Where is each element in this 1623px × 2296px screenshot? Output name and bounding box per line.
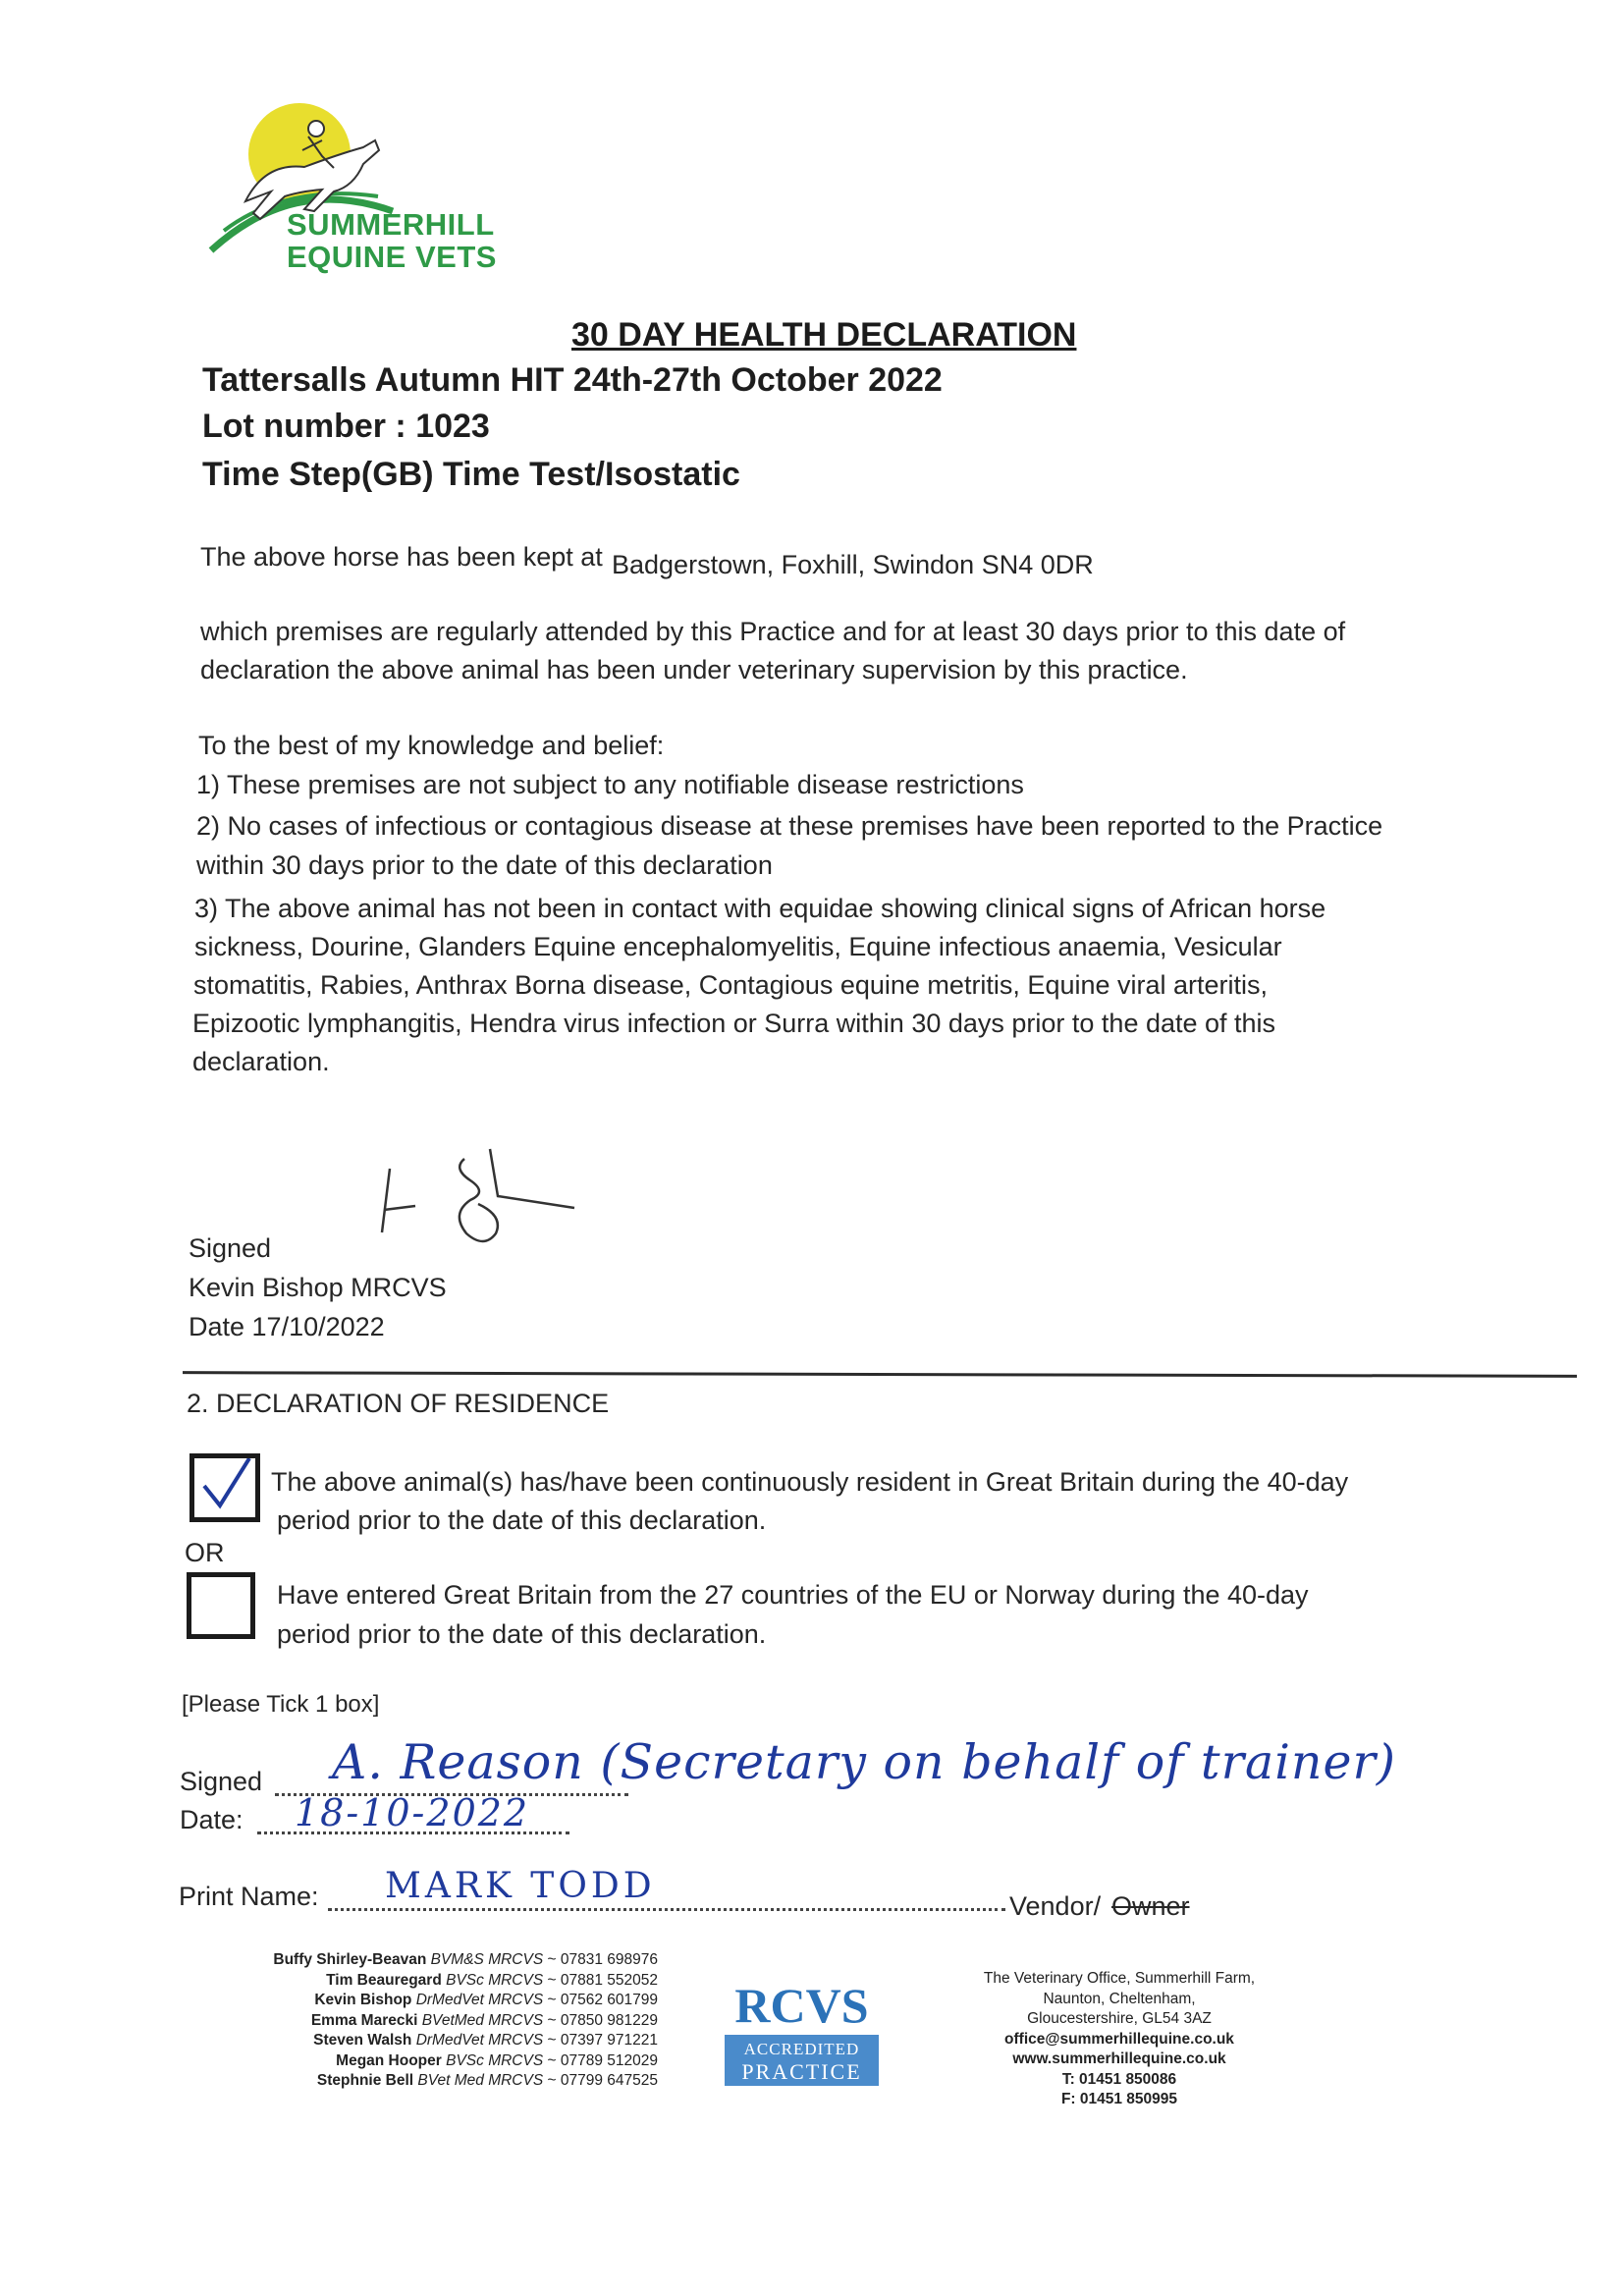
practice-email: office@summerhillequine.co.uk	[1004, 2030, 1234, 2048]
vet-entry: Stephnie Bell BVet Med MRCVS ~ 07799 647525	[316, 2072, 658, 2089]
sale-name: Tattersalls Autumn HIT 24th-27th October 2022	[202, 361, 943, 399]
practice-fax: F: 01451 850995	[1060, 2091, 1178, 2107]
print-name-label: Print Name:	[179, 1882, 319, 1911]
rcvs-accredited-logo	[725, 1978, 879, 2086]
or-label: OR	[185, 1538, 225, 1567]
entered-option-line1: Have entered Great Britain from the 27 countries of the EU or Norway during the 40-day	[277, 1580, 1309, 1610]
declaration-item-3-line1: 3) The above animal has not been in contact with equidae showing clinical signs of African horse	[194, 894, 1326, 923]
kept-at-label: The above horse has been kept at	[200, 542, 603, 572]
declaration-item-3-line4: Epizootic lymphangitis, Hendra virus infection or Surra within 30 days prior to the date of this	[192, 1009, 1276, 1038]
address-line2: Naunton, Cheltenham,	[1043, 1990, 1196, 2007]
practice-name-line1: SUMMERHILL	[287, 207, 495, 242]
vet-signature-date: Date 17/10/2022	[189, 1312, 385, 1341]
rcvs-practice-text: PRACTICE	[741, 2059, 862, 2084]
resident-option-line1: The above animal(s) has/have been continuously resident in Great Britain during the 40-day	[271, 1467, 1349, 1497]
print-name-value: MARK TODD	[385, 1866, 656, 1906]
vet-entry: Megan Hooper BVSc MRCVS ~ 07789 512029	[336, 2051, 658, 2069]
vet-signed-label: Signed	[189, 1233, 272, 1263]
vet-name: Kevin Bishop MRCVS	[189, 1273, 447, 1302]
declaration-item-3-line3: stomatitis, Rabies, Anthrax Borna disease, Contagious equine metritis, Equine viral arteritis,	[193, 970, 1269, 1000]
vet-entry: Steven Walsh DrMedVet MRCVS ~ 07397 971221	[313, 2032, 658, 2049]
vet-entry: Buffy Shirley-Beavan BVM&S MRCVS ~ 07831 698976	[273, 1951, 658, 1968]
residence-heading: 2. DECLARATION OF RESIDENCE	[187, 1389, 610, 1418]
vendor-signature-value: A. Reason (Secretary on behalf of trainer)	[332, 1734, 1397, 1790]
declaration-item-1: 1) These premises are not subject to any notifiable disease restrictions	[196, 770, 1024, 799]
vendor-date-label: Date:	[180, 1805, 243, 1834]
declaration-item-2-line2: within 30 days prior to the date of this declaration	[196, 850, 773, 880]
tick-instruction: [Please Tick 1 box]	[182, 1691, 380, 1718]
resident-option-line2: period prior to the date of this declaration.	[277, 1505, 767, 1535]
declaration-lead: To the best of my knowledge and belief:	[198, 731, 665, 760]
address-line1: The Veterinary Office, Summerhill Farm,	[983, 1970, 1256, 1987]
rcvs-logo-title: RCVS	[734, 1978, 869, 2033]
entered-checkbox[interactable]	[187, 1572, 255, 1639]
practice-name-line2: EQUINE VETS	[287, 240, 497, 274]
supervision-text-line2: declaration the above animal has been under veterinary supervision by this practice.	[200, 655, 1188, 684]
print-name-dotted-line	[328, 1908, 1005, 1911]
vet-entry: Tim Beauregard BVSc MRCVS ~ 07881 552052	[326, 1971, 658, 1989]
practice-website: www.summerhillequine.co.uk	[1012, 2050, 1226, 2067]
horse-name: Time Step(GB) Time Test/Isostatic	[202, 456, 740, 493]
practice-logo	[206, 93, 501, 274]
supervision-text-line1: which premises are regularly attended by this Practice and for at least 30 days prior to this date of	[200, 617, 1346, 646]
vet-entry: Kevin Bishop DrMedVet MRCVS ~ 07562 601799	[314, 1992, 658, 2008]
premises-address: Badgerstown, Foxhill, Swindon SN4 0DR	[612, 550, 1094, 579]
vet-signature-scribble	[368, 1139, 584, 1257]
checkmark-icon	[194, 1458, 255, 1517]
address-line3: Gloucestershire, GL54 3AZ	[1027, 2010, 1212, 2027]
rcvs-banner	[725, 2035, 879, 2086]
declaration-item-3-line2: sickness, Dourine, Glanders Equine encephalomyelitis, Equine infectious anaemia, Vesicular	[194, 932, 1282, 961]
entered-option-line2: period prior to the date of this declaration.	[277, 1619, 767, 1649]
declaration-item-3-line5: declaration.	[192, 1047, 330, 1076]
declaration-item-2-line1: 2) No cases of infectious or contagious disease at these premises have been reported to the Practice	[196, 811, 1383, 841]
document-title: 30 DAY HEALTH DECLARATION	[571, 316, 1077, 354]
lot-number: Lot number : 1023	[202, 408, 490, 445]
vendor-date-value: 18-10-2022	[295, 1791, 530, 1834]
resident-checkbox[interactable]	[189, 1453, 260, 1522]
vet-entry: Emma Marecki BVetMed MRCVS ~ 07850 981229	[310, 2011, 658, 2029]
practice-address	[943, 1969, 1296, 2110]
vet-list	[157, 1950, 658, 2092]
practice-telephone: T: 01451 850086	[1061, 2070, 1177, 2088]
vendor-label: Vendor/	[1009, 1891, 1102, 1921]
rcvs-accredited-text: ACCREDITED	[743, 2040, 860, 2058]
owner-label-struck: Owner	[1111, 1891, 1190, 1921]
section-divider	[183, 1371, 1577, 1378]
vendor-signed-label: Signed	[180, 1767, 263, 1796]
